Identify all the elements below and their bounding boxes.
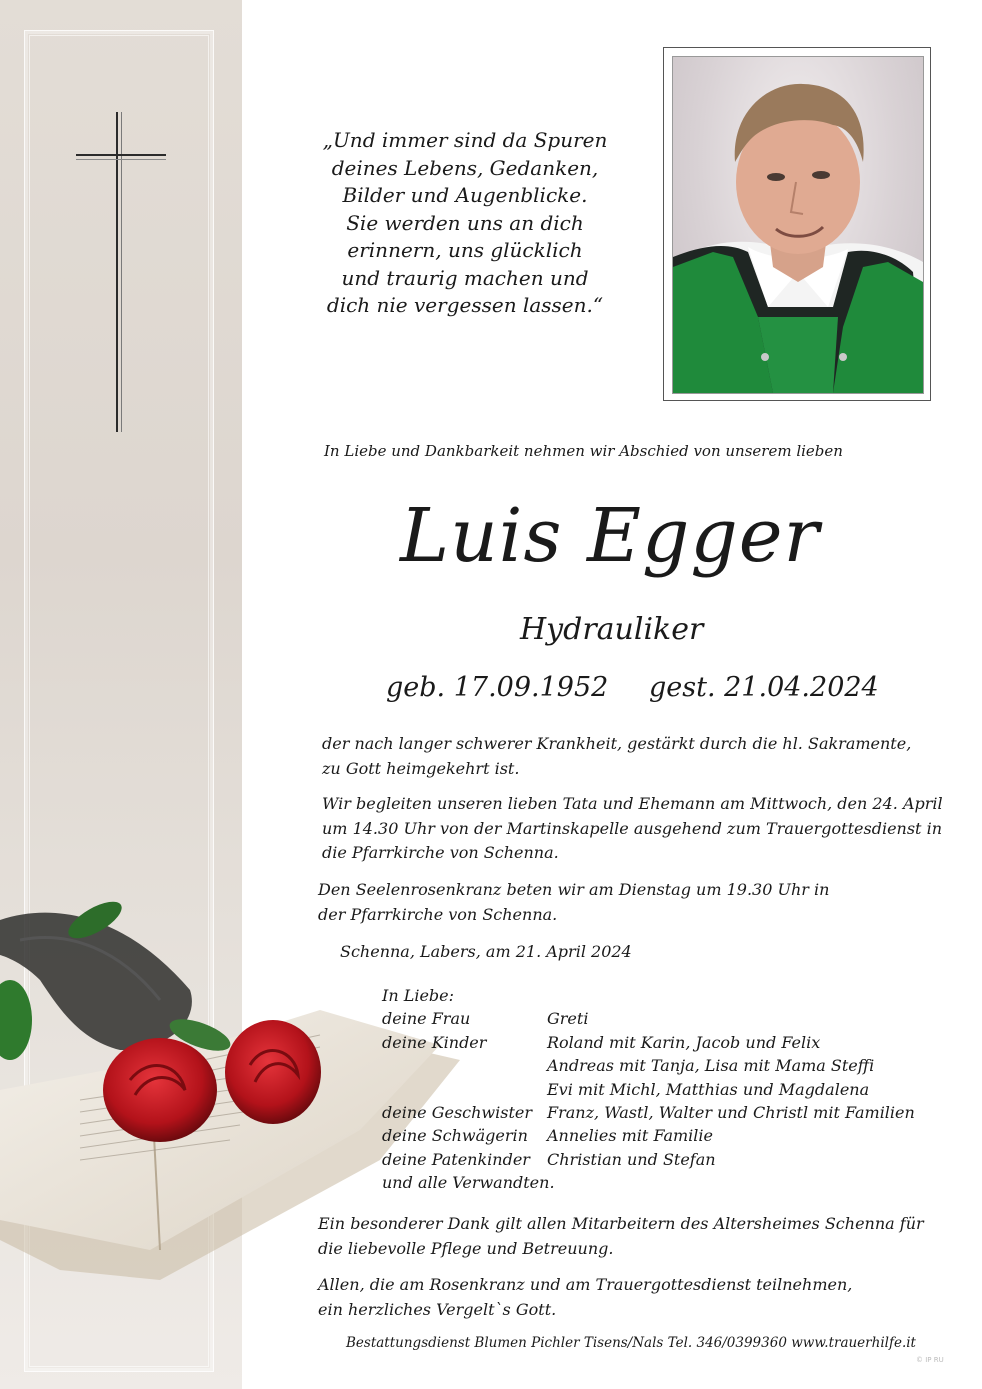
quote-line: dich nie vergessen lassen.“	[326, 293, 604, 317]
text-line: Den Seelenrosenkranz beten wir am Dienstag um 19.30 Uhr in	[318, 880, 830, 899]
passing-paragraph	[322, 732, 911, 781]
text-line: der nach langer schwerer Krankheit, gestärkt durch die hl. Sakramente,	[322, 734, 912, 753]
mourner-relation: deine Kinder	[382, 1032, 487, 1052]
cross-icon-shadow	[121, 112, 122, 432]
quote-line: deines Lebens, Gedanken,	[331, 155, 599, 180]
mourners-heading-row	[382, 984, 915, 1007]
mourner-names: Evi mit Michl, Matthias und Magdalena	[547, 1079, 870, 1099]
cross-icon	[116, 112, 118, 432]
mourners-list	[382, 984, 915, 1195]
memorial-quote	[300, 127, 630, 320]
cross-bar	[76, 154, 166, 156]
mourner-names: Franz, Wastl, Walter und Christl mit Familien	[547, 1103, 915, 1123]
gratitude-paragraph	[318, 1273, 852, 1322]
mourners-closing: und alle Verwandten.	[382, 1173, 555, 1193]
text-line: die Pfarrkirche von Schenna.	[322, 843, 559, 862]
portrait-photo	[672, 56, 924, 394]
birth-date: geb. 17.09.1952	[386, 672, 609, 703]
text-line: zu Gott heimgekehrt ist.	[322, 758, 520, 778]
thanks-paragraph	[318, 1212, 924, 1261]
mourner-row	[382, 1031, 915, 1054]
cross-bar-shadow	[76, 159, 166, 160]
text-line: die liebevolle Pflege und Betreuung.	[318, 1238, 614, 1258]
text-line: Ein besonderer Dank gilt allen Mitarbeitern des Altersheimes Schenna für	[318, 1214, 924, 1233]
mourner-relation	[382, 1078, 547, 1101]
intro-line: In Liebe und Dankbarkeit nehmen wir Abschied von unserem lieben	[324, 442, 843, 460]
mourner-names: Andreas mit Tanja, Lisa mit Mama Steffi	[547, 1056, 875, 1076]
quote-line: und traurig machen und	[341, 265, 589, 290]
mourner-relation	[382, 1054, 547, 1077]
quote-line: Bilder und Augenblicke.	[342, 183, 588, 207]
mourner-names: Annelies mit Familie	[547, 1126, 713, 1146]
funeral-paragraph	[322, 792, 943, 866]
mourner-relation: deine Geschwister	[382, 1103, 532, 1123]
funeral-service-footer: Bestattungsdienst Blumen Pichler Tisens/Nals Tel. 346/0399360 www.trauerhilfe.it	[346, 1335, 916, 1351]
portrait-frame	[663, 47, 931, 401]
mourner-row	[382, 1101, 915, 1124]
profession: Hydrauliker	[520, 612, 704, 647]
mourner-relation: deine Frau	[382, 1009, 471, 1029]
mourner-row	[382, 1148, 915, 1171]
quote-line: erinnern, uns glücklich	[347, 238, 583, 262]
mourner-relation: deine Patenkinder	[382, 1149, 530, 1169]
text-line: Allen, die am Rosenkranz und am Trauergottesdienst teilnehmen,	[318, 1275, 853, 1294]
quote-line: „Und immer sind da Spuren	[322, 128, 608, 152]
mourners-closing-row	[382, 1171, 915, 1194]
mourners-heading: In Liebe:	[382, 986, 455, 1005]
rosary-paragraph	[318, 878, 829, 927]
quote-line: Sie werden uns an dich	[346, 210, 584, 235]
text-line: um 14.30 Uhr von der Martinskapelle ausgehend zum Trauergottesdienst in	[322, 818, 942, 838]
deceased-name: Luis Egger	[400, 493, 820, 579]
mourner-row	[382, 1007, 915, 1030]
mourner-relation: deine Schwägerin	[382, 1126, 528, 1146]
mourner-row	[382, 1078, 915, 1101]
mourner-names: Roland mit Karin, Jacob und Felix	[547, 1032, 821, 1052]
portrait-illustration	[673, 57, 923, 393]
death-date: gest. 21.04.2024	[649, 672, 879, 703]
text-line: Wir begleiten unseren lieben Tata und Ehemann am Mittwoch, den 24. April	[322, 794, 943, 813]
mourner-row	[382, 1124, 915, 1147]
mourner-row	[382, 1054, 915, 1077]
mourner-names: Christian und Stefan	[547, 1149, 716, 1169]
mourner-names: Greti	[547, 1009, 589, 1029]
text-line: ein herzliches Vergelt`s Gott.	[318, 1299, 557, 1319]
place-date: Schenna, Labers, am 21. April 2024	[340, 942, 632, 961]
corner-mark: © IP RU	[916, 1356, 944, 1364]
text-line: der Pfarrkirche von Schenna.	[318, 904, 558, 924]
